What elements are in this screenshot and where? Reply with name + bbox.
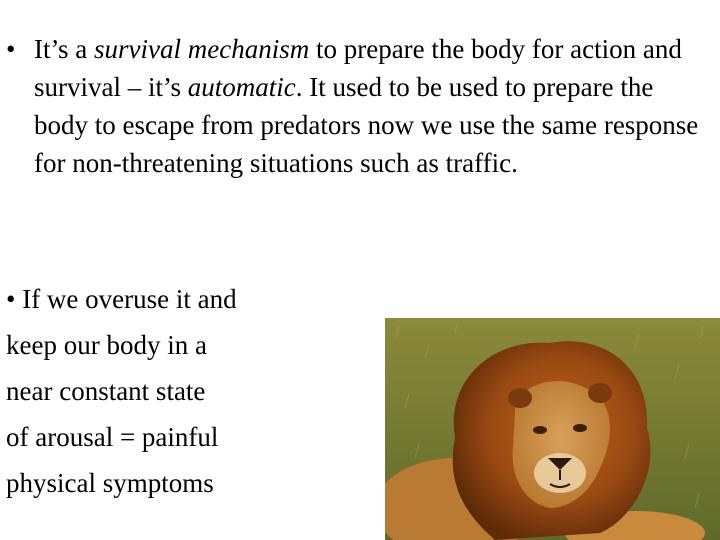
bullet-line [6, 276, 376, 322]
bullet-text [6, 30, 706, 182]
lion-eye-left [533, 426, 547, 434]
bullet-mark: • [6, 34, 16, 64]
bullet-line: keep our body in a [6, 330, 207, 360]
bullet-line-text: If we overuse it and [22, 284, 237, 314]
lion-photo [385, 318, 720, 540]
lion-illustration [385, 318, 720, 540]
bullet-mark: • [6, 284, 16, 314]
lion-ear-right [588, 383, 612, 403]
bullet-overuse [6, 276, 376, 506]
text-segment: It’s a [34, 34, 94, 64]
text-segment: to prepare the body for action and survival – it’s [34, 34, 682, 102]
emphasis-survival-mechanism: survival mechanism [94, 34, 310, 64]
text-segment: . It used to be used to prepare the body to escape from predators now we use the same response for non-threatening situations such as traffic. [34, 72, 699, 178]
lion-ear-left [508, 388, 532, 408]
bullet-survival-mechanism [6, 30, 706, 182]
bullet-line: physical symptoms [6, 468, 214, 498]
lion-eye-right [573, 424, 587, 432]
bullet-line: near constant state [6, 376, 206, 406]
bullet-line: of arousal = painful [6, 422, 219, 452]
emphasis-automatic: automatic [187, 72, 296, 102]
